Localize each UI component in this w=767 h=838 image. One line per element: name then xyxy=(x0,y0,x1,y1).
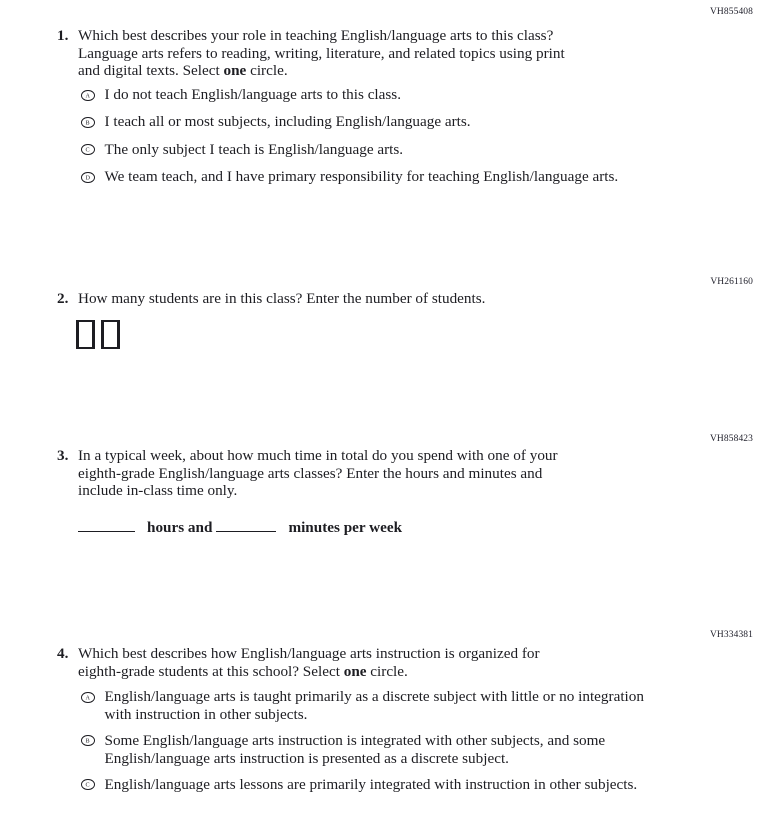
question-1-line-1: Which best describes your role in teaching English/language arts to this class? xyxy=(78,27,554,44)
option-text xyxy=(105,168,619,186)
question-1-bold-word: one xyxy=(223,62,247,80)
option-line: with instruction in other subjects. xyxy=(104,705,308,723)
hours-label: hours and xyxy=(147,519,213,536)
question-3 xyxy=(57,447,558,500)
question-2-text xyxy=(78,290,485,308)
question-2-number-entry xyxy=(76,320,120,349)
question-3-line-1: In a typical week, about how much time in total do you spend with one of your xyxy=(78,447,558,464)
question-4-line-2 xyxy=(78,663,540,681)
question-4-bold-word: one xyxy=(343,662,367,680)
question-1-line-3 xyxy=(78,62,565,80)
question-1 xyxy=(57,27,565,80)
option-text xyxy=(105,776,638,794)
question-1-option-a xyxy=(81,86,618,104)
question-4 xyxy=(57,645,540,680)
question-1-accession-id: VH855408 xyxy=(709,7,753,17)
question-4-accession-id: VH334381 xyxy=(709,630,753,640)
question-4-options xyxy=(81,688,644,802)
option-line: English/language arts is taught primarily as a discrete subject with little or no integration xyxy=(104,688,644,705)
question-4-number: 4. xyxy=(57,645,69,662)
question-1-text xyxy=(78,27,565,80)
question-4-option-c xyxy=(81,776,644,794)
bubble-letter: C xyxy=(85,781,90,789)
question-1-option-c xyxy=(81,141,618,159)
question-3-number: 3. xyxy=(57,447,69,464)
option-line: We team teach, and I have primary responsibility for teaching English/language arts. xyxy=(104,168,619,186)
question-1-line-2: Language arts refers to reading, writing, literature, and related topics using print xyxy=(78,44,565,62)
bubble-letter: C xyxy=(85,146,90,154)
answer-bubble-b-icon[interactable] xyxy=(81,735,95,746)
option-text xyxy=(105,113,471,131)
question-1-option-d xyxy=(81,168,618,186)
question-1-line-3-before: and digital texts. Select xyxy=(78,62,224,80)
option-text xyxy=(105,732,606,767)
question-4-line-2-after: circle. xyxy=(366,662,408,680)
answer-bubble-c-icon[interactable] xyxy=(81,779,95,790)
option-line: I teach all or most subjects, including English/language arts. xyxy=(104,113,471,131)
question-1-number: 1. xyxy=(57,27,69,44)
hours-blank-field[interactable] xyxy=(78,518,135,532)
question-2-number: 2. xyxy=(57,290,69,307)
question-4-option-a xyxy=(81,688,644,723)
minutes-blank-field[interactable] xyxy=(216,518,276,532)
answer-bubble-a-icon[interactable] xyxy=(81,692,95,703)
answer-bubble-a-icon[interactable] xyxy=(81,90,95,101)
question-4-text xyxy=(78,645,540,680)
question-1-line-3-after: circle. xyxy=(246,62,288,80)
question-3-text xyxy=(78,447,558,500)
question-2-accession-id: VH261160 xyxy=(710,277,753,287)
option-line: Some English/language arts instruction is integrated with other subjects, and some xyxy=(104,731,606,749)
option-line: English/language arts instruction is presented as a discrete subject. xyxy=(104,749,509,767)
option-line: The only subject I teach is English/language arts. xyxy=(104,140,404,158)
question-4-line-2-before: eighth-grade students at this school? Select xyxy=(78,662,344,680)
question-1-options xyxy=(81,86,618,196)
question-3-line-3: include in-class time only. xyxy=(78,482,238,500)
option-text xyxy=(105,86,402,104)
answer-bubble-c-icon[interactable] xyxy=(81,144,95,155)
question-3-line-2: eighth-grade English/language arts classes? Enter the hours and minutes and xyxy=(78,464,543,482)
bubble-letter: A xyxy=(85,693,90,701)
digit-entry-box-tens[interactable] xyxy=(76,320,95,349)
bubble-letter: A xyxy=(85,91,90,99)
option-text xyxy=(105,688,644,723)
bubble-letter: D xyxy=(85,173,90,181)
question-4-line-1: Which best describes how English/language arts instruction is organized for xyxy=(78,645,540,662)
bubble-letter: B xyxy=(85,737,90,745)
question-3-accession-id: VH858423 xyxy=(709,434,753,444)
question-3-answer-row xyxy=(78,518,402,537)
option-line: English/language arts lessons are primarily integrated with instruction in other subjects. xyxy=(104,775,638,793)
option-text xyxy=(105,141,404,159)
option-line: I do not teach English/language arts to this class. xyxy=(104,86,402,103)
answer-bubble-b-icon[interactable] xyxy=(81,117,95,128)
question-1-option-b xyxy=(81,113,618,131)
minutes-label: minutes per week xyxy=(288,519,403,536)
digit-entry-box-ones[interactable] xyxy=(101,320,120,349)
question-4-option-b xyxy=(81,732,644,767)
answer-bubble-d-icon[interactable] xyxy=(81,172,95,183)
bubble-letter: B xyxy=(85,118,90,127)
question-2-line-1: How many students are in this class? Enter the number of students. xyxy=(78,290,486,307)
question-2 xyxy=(57,290,485,308)
